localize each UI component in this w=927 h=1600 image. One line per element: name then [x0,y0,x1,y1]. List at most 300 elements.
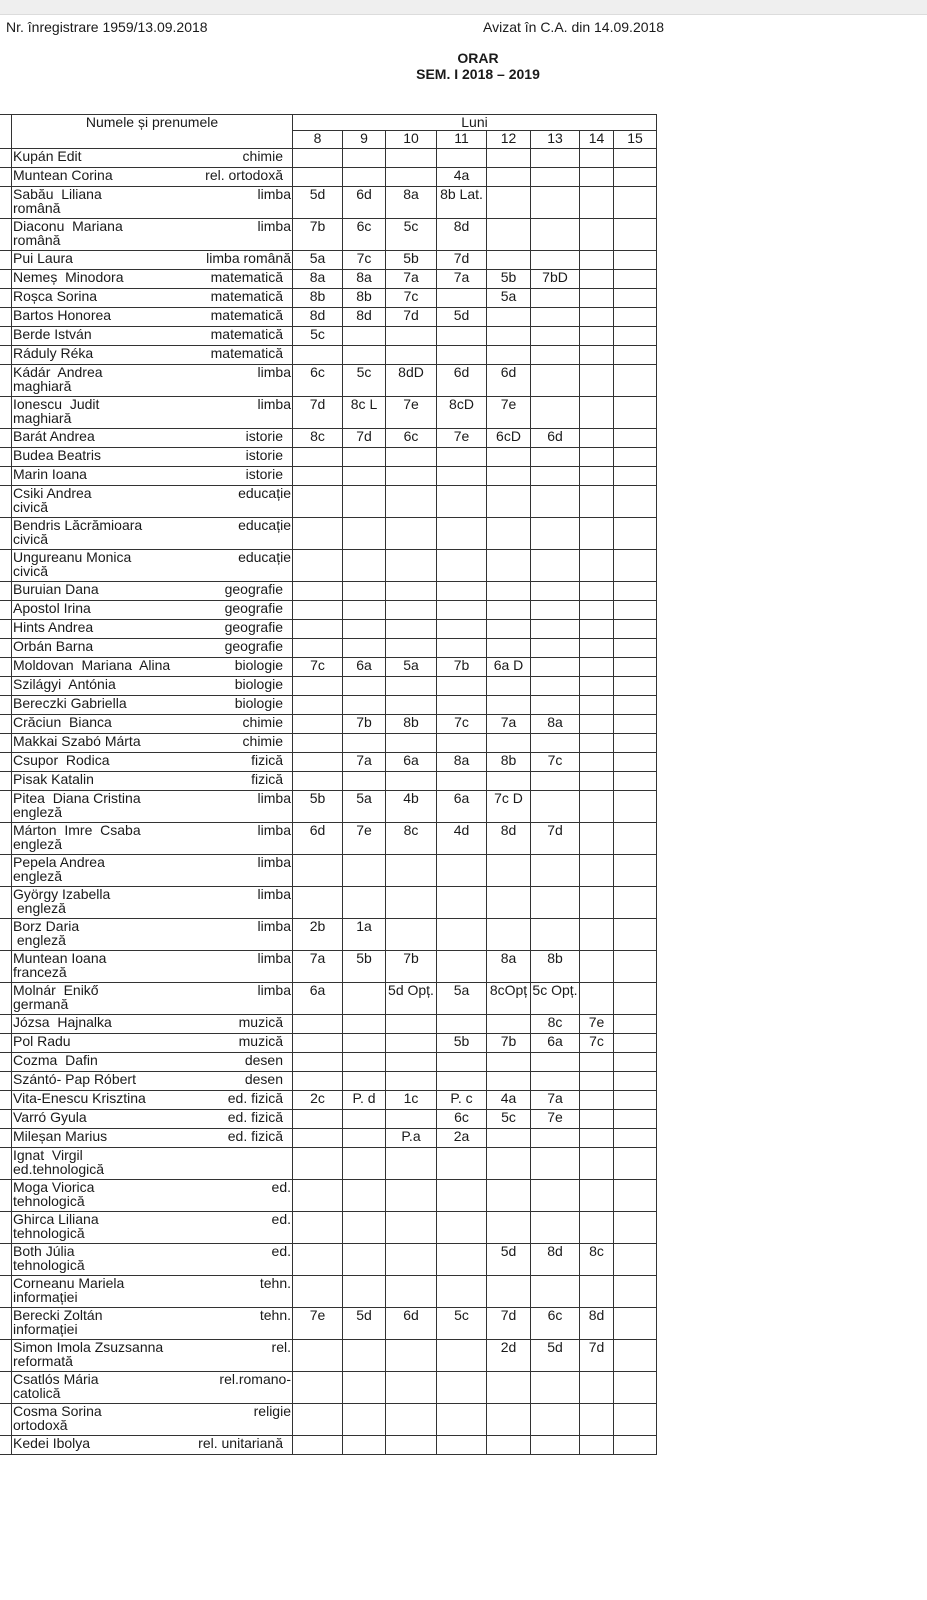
schedule-cell-14 [580,467,614,486]
table-row [0,346,657,365]
teacher-subject-continued: engleză [13,900,66,916]
schedule-cell-10 [386,677,437,696]
schedule-cell-10 [386,518,437,550]
schedule-cell-12 [487,149,531,168]
row-index-cell [0,620,12,639]
schedule-cell-11: 5c [437,1308,487,1340]
row-index-cell [0,1015,12,1034]
schedule-cell-8 [293,1129,343,1148]
teacher-cell [12,486,293,518]
teacher-cell [12,951,293,983]
schedule-cell-11 [437,448,487,467]
schedule-cell-12: 7d [487,1308,531,1340]
teacher-cell [12,289,293,308]
schedule-cell-13 [531,1404,580,1436]
slot-header-9: 9 [343,131,386,149]
teacher-subject: matematică [210,288,283,304]
schedule-cell-15 [614,620,657,639]
schedule-cell-8 [293,1404,343,1436]
teacher-name: Barát Andrea [13,428,95,444]
schedule-cell-11: 8a [437,753,487,772]
schedule-cell-11: 7c [437,715,487,734]
schedule-cell-10: 7a [386,270,437,289]
schedule-cell-9 [343,639,386,658]
table-row [0,1372,657,1404]
row-index-cell [0,823,12,855]
schedule-cell-13 [531,1180,580,1212]
schedule-cell-12: 8cOpț [487,983,531,1015]
schedule-cell-15 [614,1148,657,1180]
schedule-cell-13 [531,582,580,601]
teacher-name: Moga Viorica [13,1179,95,1195]
schedule-cell-10: 8dD [386,365,437,397]
schedule-cell-11: 8d [437,219,487,251]
schedule-cell-9 [343,1110,386,1129]
schedule-cell-11: 6a [437,791,487,823]
schedule-cell-13: 8c [531,1015,580,1034]
schedule-cell-10 [386,550,437,582]
schedule-cell-11 [437,467,487,486]
teacher-cell [12,855,293,887]
teacher-subject-continued: informației [13,1321,78,1337]
schedule-cell-13: 6d [531,429,580,448]
schedule-cell-15 [614,855,657,887]
schedule-cell-12: 7c D [487,791,531,823]
schedule-cell-14 [580,582,614,601]
schedule-cell-13: 8d [531,1244,580,1276]
schedule-cell-14 [580,346,614,365]
teacher-subject-continued: civică [13,563,49,579]
schedule-cell-8: 2b [293,919,343,951]
teacher-subject: matematică [210,269,283,285]
teacher-subject: tehn. [259,1275,291,1291]
row-index-cell [0,677,12,696]
schedule-cell-8 [293,1034,343,1053]
schedule-cell-10 [386,327,437,346]
schedule-cell-8: 7d [293,397,343,429]
schedule-cell-9: 5d [343,1308,386,1340]
teacher-subject: ed. [271,1179,291,1195]
row-index-cell [0,346,12,365]
table-row [0,518,657,550]
schedule-cell-14 [580,1072,614,1091]
table-row [0,677,657,696]
schedule-cell-13 [531,1053,580,1072]
schedule-cell-12 [487,1072,531,1091]
table-row [0,772,657,791]
schedule-cell-11: 6c [437,1110,487,1129]
schedule-cell-13: 5d [531,1340,580,1372]
schedule-cell-15 [614,1404,657,1436]
table-row [0,327,657,346]
teacher-cell [12,887,293,919]
schedule-cell-12: 6cD [487,429,531,448]
schedule-cell-10 [386,1436,437,1455]
schedule-cell-8 [293,601,343,620]
table-row [0,823,657,855]
schedule-cell-13 [531,620,580,639]
schedule-cell-9 [343,620,386,639]
teacher-cell [12,1404,293,1436]
teacher-name: Mileșan Marius [13,1128,108,1144]
teacher-name: Pui Laura [13,250,73,266]
schedule-cell-12 [487,1180,531,1212]
schedule-cell-14 [580,855,614,887]
schedule-cell-9 [343,149,386,168]
teacher-cell [12,346,293,365]
schedule-cell-12 [487,582,531,601]
schedule-cell-8: 8c [293,429,343,448]
teacher-name: Ráduly Réka [13,345,94,361]
schedule-cell-15 [614,677,657,696]
schedule-cell-15 [614,1129,657,1148]
schedule-cell-15 [614,1110,657,1129]
schedule-cell-11: 7d [437,251,487,270]
schedule-cell-14 [580,327,614,346]
teacher-cell [12,734,293,753]
schedule-cell-12: 5a [487,289,531,308]
schedule-cell-9 [343,1015,386,1034]
schedule-cell-9 [343,1034,386,1053]
schedule-cell-10 [386,1072,437,1091]
teacher-subject: limba [257,950,291,966]
row-index-cell [0,772,12,791]
schedule-cell-10: P.a [386,1129,437,1148]
schedule-cell-13 [531,1072,580,1091]
schedule-cell-8 [293,346,343,365]
teacher-subject: chimie [242,148,283,164]
teacher-subject: matematică [210,326,283,342]
schedule-cell-15 [614,887,657,919]
schedule-cell-9 [343,448,386,467]
schedule-cell-12 [487,639,531,658]
teacher-name: Kedei Ibolya [13,1435,91,1451]
schedule-cell-8 [293,550,343,582]
teacher-subject-continued: ed.tehnologică [13,1161,105,1177]
schedule-cell-15 [614,429,657,448]
schedule-cell-11 [437,582,487,601]
teacher-name: Apostol Irina [13,600,91,616]
schedule-cell-14 [580,365,614,397]
schedule-cell-13 [531,251,580,270]
teacher-subject: ed. fizică [227,1128,283,1144]
schedule-cell-13 [531,187,580,219]
teacher-name: Pisak Katalin [13,771,94,787]
schedule-cell-12 [487,187,531,219]
table-row [0,1212,657,1244]
schedule-cell-9 [343,1072,386,1091]
schedule-cell-12 [487,677,531,696]
schedule-cell-13: 6a [531,1034,580,1053]
row-index-cell [0,1091,12,1110]
schedule-cell-14 [580,1129,614,1148]
schedule-cell-9: 1a [343,919,386,951]
schedule-cell-8 [293,887,343,919]
teacher-name: Bendris Lăcrămioara [13,517,143,533]
teacher-subject-continued: maghiară [13,410,72,426]
teacher-subject: limba română [206,250,291,266]
table-row [0,715,657,734]
schedule-cell-14 [580,289,614,308]
teacher-subject: limba [257,982,291,998]
schedule-cell-14 [580,1372,614,1404]
schedule-cell-15 [614,582,657,601]
row-index-cell [0,791,12,823]
schedule-cell-13: 8a [531,715,580,734]
schedule-cell-14 [580,1053,614,1072]
schedule-cell-8 [293,677,343,696]
schedule-cell-9 [343,1180,386,1212]
schedule-cell-8: 7a [293,951,343,983]
schedule-cell-11 [437,1404,487,1436]
teacher-name: Szántó- Pap Róbert [13,1071,136,1087]
schedule-cell-8 [293,1180,343,1212]
schedule-cell-11: 7e [437,429,487,448]
schedule-cell-10: 5b [386,251,437,270]
schedule-cell-11: 4a [437,168,487,187]
table-row [0,658,657,677]
schedule-cell-11: 8cD [437,397,487,429]
schedule-cell-12 [487,467,531,486]
teacher-cell [12,397,293,429]
teacher-cell [12,658,293,677]
schedule-cell-14 [580,149,614,168]
teacher-cell [12,639,293,658]
table-row [0,1276,657,1308]
teacher-subject-continued: germană [13,996,69,1012]
teacher-cell [12,270,293,289]
row-index-cell [0,1180,12,1212]
schedule-cell-11 [437,620,487,639]
schedule-cell-8 [293,448,343,467]
schedule-cell-15 [614,1372,657,1404]
teacher-cell [12,1340,293,1372]
row-index-cell [0,753,12,772]
schedule-cell-13 [531,887,580,919]
schedule-cell-15 [614,1034,657,1053]
schedule-cell-9 [343,582,386,601]
schedule-cell-8: 5d [293,187,343,219]
schedule-cell-9: 6c [343,219,386,251]
schedule-cell-13 [531,919,580,951]
schedule-cell-12 [487,251,531,270]
schedule-cell-9 [343,734,386,753]
teacher-cell [12,429,293,448]
schedule-cell-13: 7a [531,1091,580,1110]
teacher-name: Nemeș Minodora [13,269,124,285]
teacher-cell [12,1034,293,1053]
row-index-cell [0,715,12,734]
schedule-cell-9: 8b [343,289,386,308]
schedule-cell-15 [614,1212,657,1244]
schedule-cell-14: 8d [580,1308,614,1340]
row-index-cell [0,168,12,187]
schedule-cell-13 [531,1436,580,1455]
teacher-subject: matematică [210,307,283,323]
table-row [0,620,657,639]
schedule-cell-8: 5c [293,327,343,346]
teacher-cell [12,308,293,327]
schedule-cell-12 [487,1053,531,1072]
schedule-cell-12 [487,855,531,887]
schedule-cell-13 [531,219,580,251]
table-row [0,486,657,518]
schedule-cell-12 [487,919,531,951]
teacher-subject-continued: civică [13,531,49,547]
schedule-cell-9 [343,550,386,582]
teacher-subject: limba [257,186,291,202]
teacher-subject: limba [257,790,291,806]
schedule-cell-9 [343,467,386,486]
schedule-cell-12 [487,1436,531,1455]
schedule-cell-15 [614,1053,657,1072]
teacher-subject: ed. fizică [227,1109,283,1125]
schedule-cell-8 [293,1110,343,1129]
schedule-cell-13 [531,639,580,658]
row-index-cell [0,1148,12,1180]
teacher-subject: rel.romano- [219,1371,291,1387]
row-index-cell [0,187,12,219]
table-row [0,734,657,753]
schedule-cell-10: 5a [386,658,437,677]
slot-header-13: 13 [531,131,580,149]
schedule-cell-12 [487,1148,531,1180]
schedule-cell-15 [614,327,657,346]
schedule-cell-14 [580,919,614,951]
schedule-cell-14 [580,1404,614,1436]
schedule-cell-11 [437,639,487,658]
schedule-cell-8 [293,1072,343,1091]
teacher-name: Both Júlia [13,1243,75,1259]
schedule-cell-10 [386,168,437,187]
schedule-cell-8 [293,582,343,601]
teacher-name: Vita-Enescu Krisztina [13,1090,146,1106]
schedule-cell-12 [487,1276,531,1308]
table-row [0,887,657,919]
schedule-cell-8: 5a [293,251,343,270]
schedule-cell-10 [386,149,437,168]
teacher-name: Orbán Barna [13,638,94,654]
table-row [0,1148,657,1180]
schedule-cell-13 [531,486,580,518]
schedule-cell-13 [531,289,580,308]
slot-header-12: 12 [487,131,531,149]
approval-note: Avizat în C.A. din 14.09.2018 [483,19,665,35]
schedule-cell-9: 5b [343,951,386,983]
schedule-cell-12: 7a [487,715,531,734]
registration-number: Nr. înregistrare 1959/13.09.2018 [6,19,208,35]
schedule-cell-9: P. d [343,1091,386,1110]
schedule-cell-13 [531,696,580,715]
schedule-cell-14 [580,308,614,327]
schedule-cell-12 [487,346,531,365]
schedule-cell-12 [487,887,531,919]
schedule-cell-11: 8b Lat. [437,187,487,219]
schedule-cell-14 [580,219,614,251]
table-row [0,1072,657,1091]
teacher-subject: desen [244,1071,283,1087]
schedule-cell-10 [386,887,437,919]
teacher-subject: desen [244,1052,283,1068]
teacher-cell [12,518,293,550]
schedule-cell-10 [386,919,437,951]
schedule-cell-13 [531,1372,580,1404]
schedule-cell-13 [531,601,580,620]
row-index-cell [0,397,12,429]
schedule-cell-12 [487,1212,531,1244]
teacher-cell [12,772,293,791]
schedule-cell-13 [531,448,580,467]
table-row [0,219,657,251]
teacher-cell [12,919,293,951]
schedule-cell-11: P. c [437,1091,487,1110]
slot-header-10: 10 [386,131,437,149]
schedule-cell-11 [437,1053,487,1072]
table-row [0,289,657,308]
row-index-cell [0,855,12,887]
schedule-cell-8 [293,715,343,734]
row-index-cell [0,1308,12,1340]
teacher-name: Józsa Hajnalka [13,1014,112,1030]
schedule-cell-8 [293,1053,343,1072]
schedule-cell-13: 7d [531,823,580,855]
teacher-subject: limba [257,822,291,838]
schedule-cell-9 [343,1212,386,1244]
schedule-cell-10: 6c [386,429,437,448]
schedule-cell-11 [437,1180,487,1212]
row-index-cell [0,1372,12,1404]
schedule-cell-14 [580,715,614,734]
table-row [0,251,657,270]
teacher-name: Pitea Diana Cristina [13,790,141,806]
schedule-cell-14 [580,1091,614,1110]
teacher-cell [12,327,293,346]
row-index-cell [0,149,12,168]
teacher-name: Csupor Rodica [13,752,110,768]
schedule-cell-14 [580,1212,614,1244]
schedule-cell-10 [386,1340,437,1372]
schedule-cell-10: 6a [386,753,437,772]
schedule-cell-11: 6d [437,365,487,397]
table-row [0,467,657,486]
teacher-subject: limba [257,396,291,412]
row-index-cell [0,1340,12,1372]
schedule-cell-12 [487,734,531,753]
schedule-cell-13 [531,346,580,365]
schedule-cell-10 [386,1244,437,1276]
teacher-cell [12,149,293,168]
schedule-cell-13 [531,550,580,582]
schedule-cell-11 [437,1340,487,1372]
teacher-cell [12,1053,293,1072]
teacher-subject: limba [257,918,291,934]
schedule-cell-15 [614,289,657,308]
schedule-cell-12: 5b [487,270,531,289]
table-row [0,582,657,601]
teacher-cell [12,1212,293,1244]
name-header: Numele și prenumele [12,115,293,149]
schedule-cell-10 [386,601,437,620]
schedule-cell-14 [580,753,614,772]
slot-header-15: 15 [614,131,657,149]
schedule-cell-15 [614,696,657,715]
teacher-cell [12,677,293,696]
row-index-cell [0,951,12,983]
schedule-cell-10: 5c [386,219,437,251]
teacher-subject-continued: engleză [13,836,63,852]
table-row [0,753,657,772]
schedule-cell-14 [580,397,614,429]
